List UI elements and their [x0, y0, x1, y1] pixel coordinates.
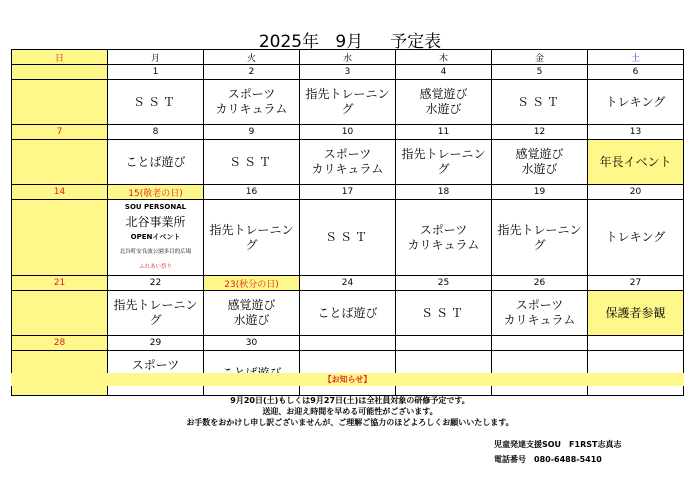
event-cell: ことば遊び	[108, 140, 204, 185]
date-cell	[300, 336, 396, 351]
event-cell: 指先トレーニング	[492, 200, 588, 276]
week-3-events	[12, 200, 684, 276]
weekday-fri: 金	[492, 50, 588, 65]
event-cell: 指先トレーニング	[204, 200, 300, 276]
footer	[494, 437, 621, 467]
week-1-events	[12, 80, 684, 125]
special-event-line3: OPENイベント	[130, 233, 181, 241]
event-cell: スポーツ	[108, 351, 204, 396]
week-2-events	[12, 140, 684, 185]
date-cell	[396, 336, 492, 351]
calendar-table	[11, 49, 684, 396]
title-year: 2025年	[258, 32, 320, 52]
date-cell: 3	[300, 65, 396, 80]
event-cell: 年長イベント	[588, 140, 684, 185]
event-cell	[12, 140, 108, 185]
date-cell: 18	[396, 185, 492, 200]
weekday-sun: 日	[12, 50, 108, 65]
date-cell: 20	[588, 185, 684, 200]
notice-heading: 【お知らせ】	[11, 373, 684, 386]
date-cell	[588, 336, 684, 351]
special-event-line1: SOU PERSONAL	[124, 203, 187, 211]
weekday-thu: 木	[396, 50, 492, 65]
date-cell: 7	[12, 125, 108, 140]
weekday-sat: 土	[588, 50, 684, 65]
event-cell: 指先トレーニング	[108, 291, 204, 336]
event-cell: 保護者参観	[588, 291, 684, 336]
week-4-events	[12, 291, 684, 336]
event-cell: 感覚遊び 水遊び	[492, 140, 588, 185]
event-cell: ＳＳＴ	[492, 80, 588, 125]
event-cell: 感覚遊び 水遊び	[396, 80, 492, 125]
title-month: 9月	[335, 32, 364, 52]
event-cell: スポーツ カリキュラム	[492, 291, 588, 336]
week-1-dates	[12, 65, 684, 80]
weekday-header-row	[12, 50, 684, 65]
event-cell: スポーツ カリキュラム	[204, 80, 300, 125]
date-cell: 2	[204, 65, 300, 80]
event-cell: ＳＳＴ	[396, 291, 492, 336]
weekday-wed: 水	[300, 50, 396, 65]
date-cell: 4	[396, 65, 492, 80]
event-cell: トレキング	[588, 200, 684, 276]
event-cell: ＳＳＴ	[300, 200, 396, 276]
date-cell: 25	[396, 276, 492, 291]
event-cell: スポーツ カリキュラム	[300, 140, 396, 185]
week-3-dates	[12, 185, 684, 200]
date-cell-holiday: 23(秋分の日)	[204, 276, 300, 291]
date-cell: 26	[492, 276, 588, 291]
special-event-line5: ふれあい祭り	[138, 264, 172, 270]
week-2-dates	[12, 125, 684, 140]
event-cell: 指先トレーニング	[300, 80, 396, 125]
date-cell: 17	[300, 185, 396, 200]
event-cell: ことば遊び	[300, 291, 396, 336]
special-event-line2: 北谷事業所	[125, 215, 186, 229]
date-cell: 21	[12, 276, 108, 291]
date-cell: 9	[204, 125, 300, 140]
event-cell: 指先トレーニング	[396, 140, 492, 185]
date-cell: 10	[300, 125, 396, 140]
event-cell	[12, 200, 108, 276]
date-cell: 28	[12, 336, 108, 351]
date-cell: 14	[12, 185, 108, 200]
date-cell	[492, 336, 588, 351]
footer-phone: 電話番号 080-6488-5410	[494, 455, 602, 464]
footer-org: 児童発達支援SOU F1RST志真志	[494, 440, 622, 449]
event-cell	[12, 291, 108, 336]
event-cell	[12, 80, 108, 125]
date-cell-holiday: 15(敬老の日)	[108, 185, 204, 200]
date-cell: 13	[588, 125, 684, 140]
date-cell	[12, 65, 108, 80]
date-cell: 11	[396, 125, 492, 140]
weekday-tue: 火	[204, 50, 300, 65]
date-cell: 30	[204, 336, 300, 351]
date-cell: 5	[492, 65, 588, 80]
week-4-dates	[12, 276, 684, 291]
notice-line3: お手数をおかけし申し訳ございませんが、ご理解ご協力のほどよろしくお願いいたします。	[186, 418, 514, 427]
date-cell: 6	[588, 65, 684, 80]
date-cell: 22	[108, 276, 204, 291]
event-cell: トレキング	[588, 80, 684, 125]
date-cell: 1	[108, 65, 204, 80]
date-cell: 12	[492, 125, 588, 140]
notice-body	[0, 395, 700, 428]
event-cell: スポーツ カリキュラム	[396, 200, 492, 276]
event-cell: ＳＳＴ	[108, 80, 204, 125]
notice-line2: 送迎、お迎え時間を早める可能性がございます。	[262, 407, 438, 416]
week-5-dates	[12, 336, 684, 351]
weekday-mon: 月	[108, 50, 204, 65]
date-cell: 16	[204, 185, 300, 200]
notice-line1: 9月20日(土)もしくは9月27日(土)は全社員対象の研修予定です。	[230, 396, 470, 405]
date-cell: 24	[300, 276, 396, 291]
date-cell: 8	[108, 125, 204, 140]
date-cell: 27	[588, 276, 684, 291]
event-cell: 感覚遊び 水遊び	[204, 291, 300, 336]
title-label: 予定表	[390, 32, 442, 52]
event-cell: ＳＳＴ	[204, 140, 300, 185]
special-event-line4: 北谷町安良波公園多目的広場	[119, 249, 192, 255]
special-event-cell	[108, 200, 204, 276]
date-cell: 19	[492, 185, 588, 200]
date-cell: 29	[108, 336, 204, 351]
